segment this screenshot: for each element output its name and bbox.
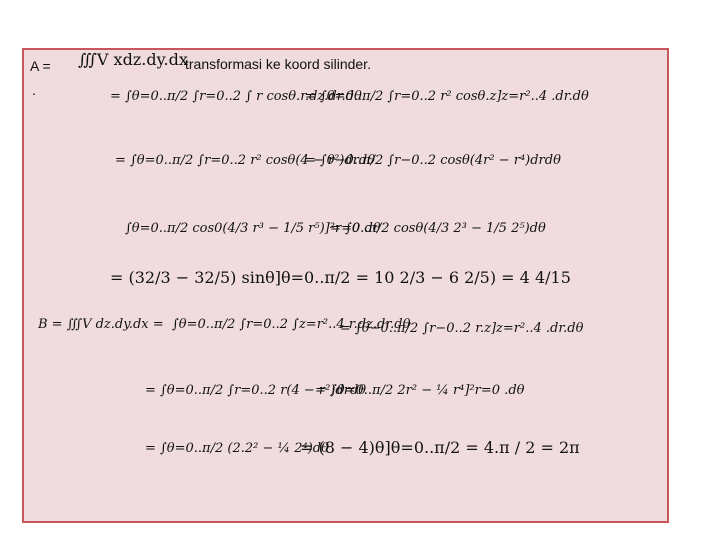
eq-a-7: = ∫0..π/2 cosθ(4/3 2³ − 1/5 2⁵)dθ bbox=[330, 221, 546, 236]
eq-b-4: = ∫θ=0..π/2 ∫r=0..2 r(4 − r²)drdθ bbox=[145, 383, 367, 398]
transform-note: transformasi ke koord silinder. bbox=[185, 56, 371, 72]
eq-b-5: = ∫θ=0..π/2 2r² − ¼ r⁴]²r=0 .dθ bbox=[315, 383, 525, 398]
eq-b-3: = ∫θ−0..π/2 ∫r−0..2 r.z]z=r²..4 .dr.dθ bbox=[340, 321, 584, 336]
eq-b-2: ∫θ=0..π/2 ∫r=0..2 ∫z=r²..4 r.dz.dr.dθ bbox=[172, 317, 411, 332]
eq-a-4: = ∫θ=0..π/2 ∫r=0..2 r² cosθ(4 − r²)drdθ bbox=[115, 153, 376, 168]
eq-a-3: = ∫θ=0..π/2 ∫r=0..2 r² cosθ.z]z=r²..4 .dr.dθ bbox=[305, 89, 589, 104]
eq-b-1: B = ∭V dz.dy.dx = bbox=[38, 317, 164, 332]
label-a: A = bbox=[30, 58, 51, 74]
eq-a-6: ∫θ=0..π/2 cos0(4/3 r³ − 1/5 r⁵)]²r=0 dθ bbox=[125, 221, 381, 236]
eq-a-8: = (32/3 − 32/5) sinθ]θ=0..π/2 = 10 2/3 − 6 2/5) = 4 4/15 bbox=[110, 268, 571, 287]
eq-a-2: = ∫θ=0..π/2 ∫r=0..2 ∫ r cosθ.r.dz.dr.dθ bbox=[110, 89, 362, 104]
eq-a-1: ∭V xdz.dy.dx bbox=[78, 50, 188, 69]
dot-marker: . bbox=[32, 82, 36, 98]
eq-b-6: = ∫θ=0..π/2 (2.2² − ¼ 2⁴)dθ bbox=[145, 441, 329, 456]
eq-a-5: = ∫θ−0..π/2 ∫r−0..2 cosθ(4r² − r⁴)drdθ bbox=[305, 153, 561, 168]
eq-b-7: = (8 − 4)θ]θ=0..π/2 = 4.π / 2 = 2π bbox=[300, 438, 580, 457]
